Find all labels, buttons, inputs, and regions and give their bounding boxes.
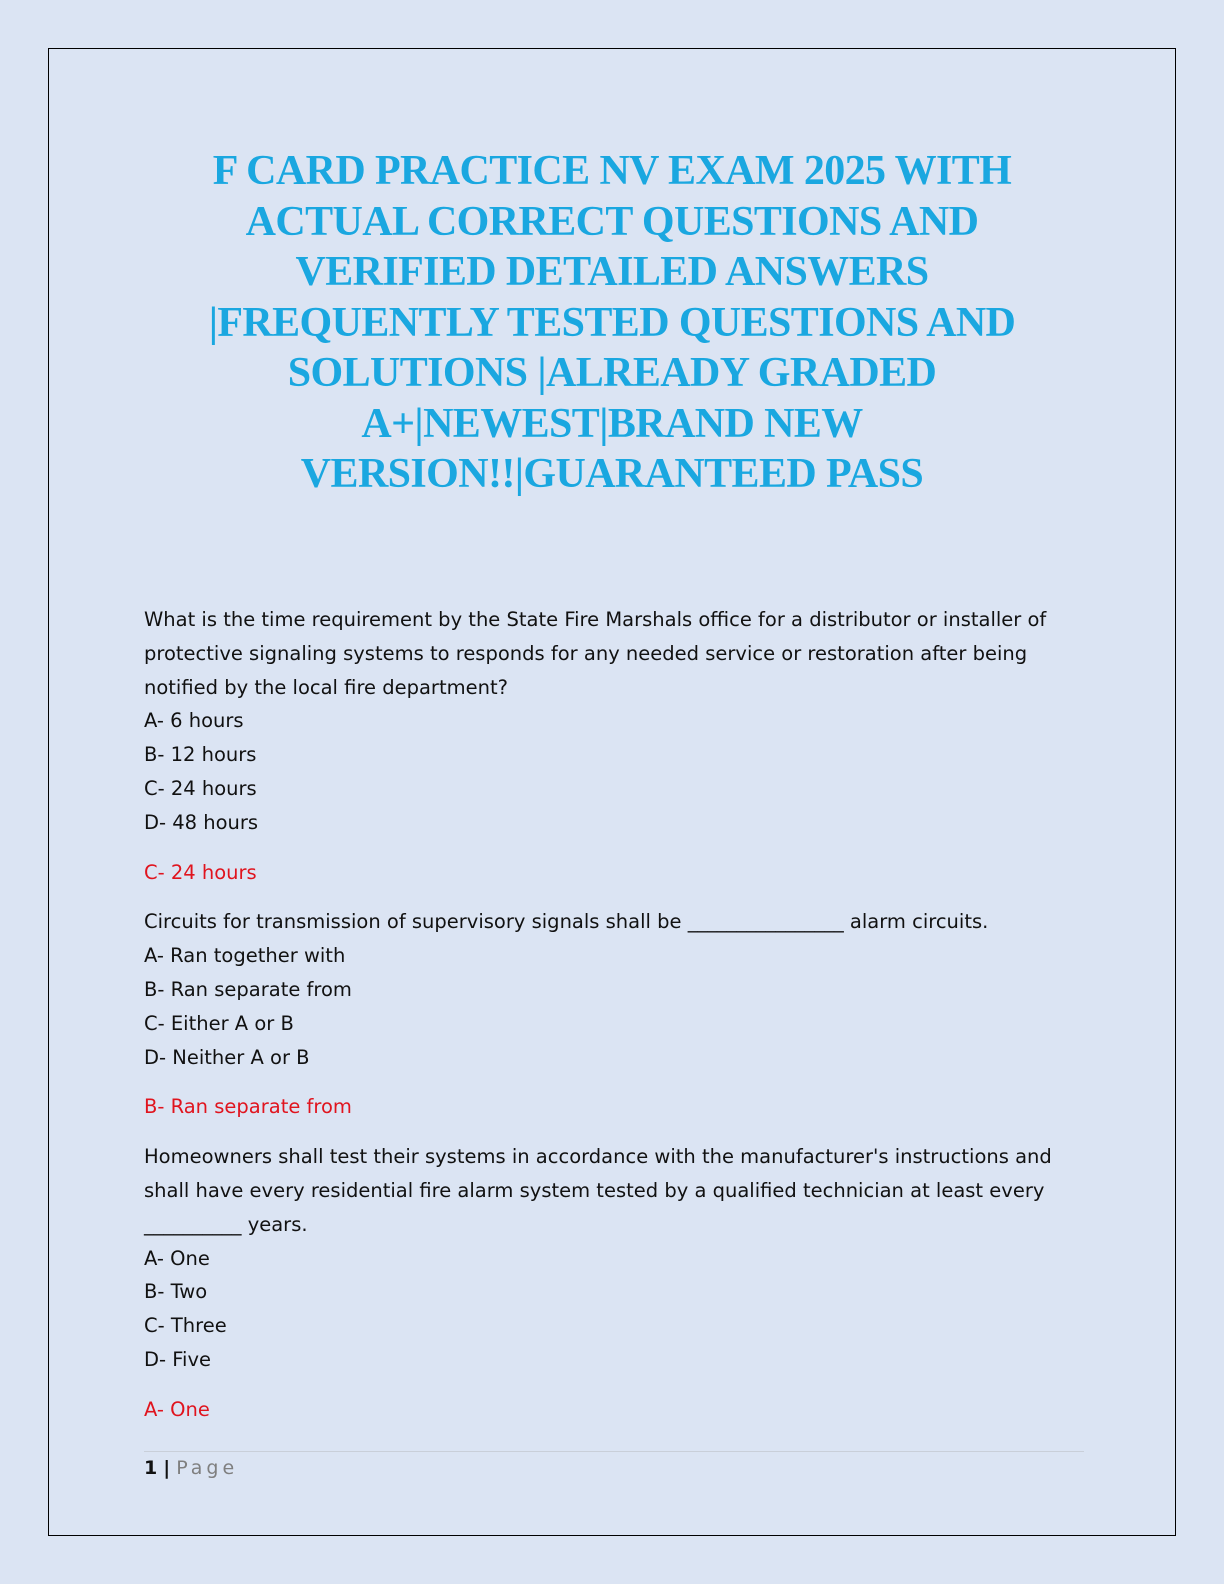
option-b: B- 12 hours bbox=[144, 743, 257, 767]
option-b: B- Two bbox=[144, 1280, 208, 1304]
option-d: D- Five bbox=[144, 1347, 212, 1371]
question-text-line: notified by the local fire department? bbox=[144, 675, 508, 699]
option-c: C- Either A or B bbox=[144, 1011, 294, 1035]
footer-separator: | bbox=[163, 1457, 171, 1479]
question-2 bbox=[144, 905, 1084, 1124]
option-a: A- One bbox=[144, 1246, 210, 1270]
title-line: A+|NEWEST|BRAND NEW bbox=[361, 400, 863, 447]
questions-list bbox=[144, 603, 1084, 1443]
title-line: |FREQUENTLY TESTED QUESTIONS AND bbox=[208, 299, 1016, 346]
document-title bbox=[120, 146, 1104, 500]
option-c: C- 24 hours bbox=[144, 776, 257, 800]
question-text-line: Circuits for transmission of supervisory signals shall be ________________ alarm circuits. bbox=[144, 910, 989, 934]
title-line: VERSION!!|GUARANTEED PASS bbox=[300, 451, 924, 497]
option-c: C- Three bbox=[144, 1314, 227, 1338]
option-d: D- 48 hours bbox=[144, 810, 259, 834]
question-text-line: Homeowners shall test their systems in accordance with the manufacturer's instructions and bbox=[144, 1145, 1052, 1169]
question-text-line: __________ years. bbox=[144, 1212, 308, 1236]
title-line: ACTUAL CORRECT QUESTIONS AND bbox=[245, 198, 979, 245]
question-3 bbox=[144, 1140, 1084, 1426]
correct-answer: A- One bbox=[144, 1397, 210, 1421]
question-text-line: shall have every residential fire alarm system tested by a qualified technician at least every bbox=[144, 1178, 1045, 1202]
title-line: SOLUTIONS |ALREADY GRADED bbox=[287, 350, 937, 396]
title-line: VERIFIED DETAILED ANSWERS bbox=[295, 249, 929, 295]
correct-answer: C- 24 hours bbox=[144, 860, 257, 884]
option-a: A- Ran together with bbox=[144, 944, 346, 968]
option-b: B- Ran separate from bbox=[144, 977, 352, 1001]
question-text-line: protective signaling systems to responds for any needed service or restoration after being bbox=[144, 641, 1028, 665]
question-1 bbox=[144, 603, 1084, 889]
title-line: F CARD PRACTICE NV EXAM 2025 WITH bbox=[212, 148, 1012, 194]
option-d: D- Neither A or B bbox=[144, 1045, 310, 1069]
page-label: Page bbox=[176, 1457, 239, 1479]
page-number: 1 bbox=[144, 1457, 158, 1479]
page-footer bbox=[144, 1453, 238, 1483]
question-text-line: What is the time requirement by the State Fire Marshals office for a distributor or installer of bbox=[144, 608, 1047, 631]
correct-answer: B- Ran separate from bbox=[144, 1095, 352, 1119]
footer-divider bbox=[144, 1451, 1084, 1452]
option-a: A- 6 hours bbox=[144, 709, 244, 733]
